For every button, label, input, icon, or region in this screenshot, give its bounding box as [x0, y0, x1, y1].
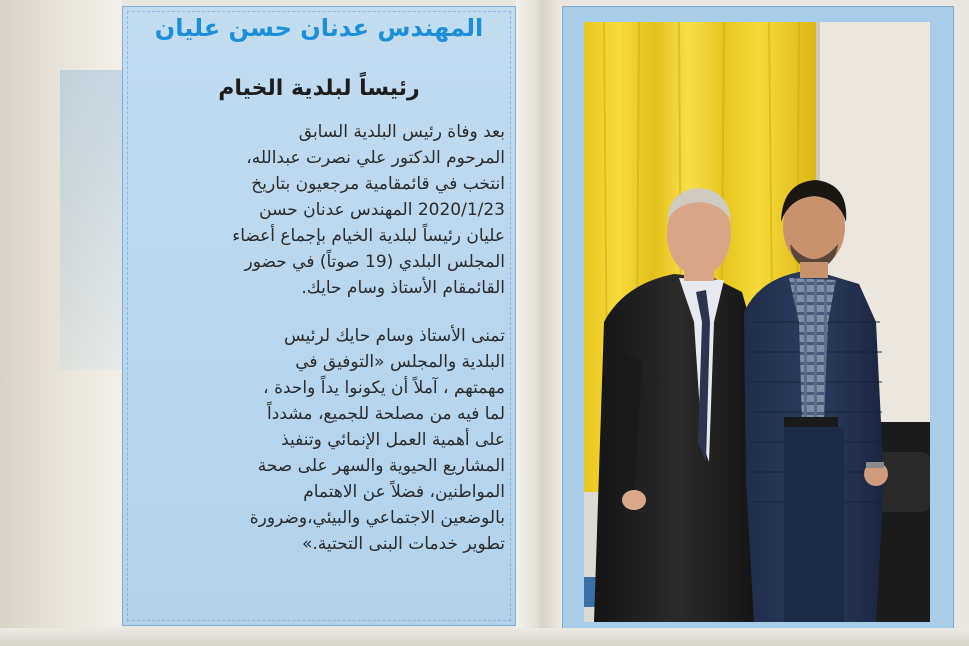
body-line: على أهمية العمل الإنمائي وتنفيذ	[281, 430, 505, 450]
body-line: مهمتهم ، آملاً أن يكونوا يداً واحدة ،	[263, 378, 505, 398]
photo-illustration	[584, 22, 930, 622]
article-box	[122, 6, 516, 626]
article-body	[153, 119, 505, 557]
article-headline: المهندس عدنان حسن عليان	[154, 14, 484, 42]
body-line: 2020/1/23 المهندس عدنان حسن	[259, 200, 505, 220]
body-line: تطوير خدمات البنى التحتية.»	[301, 534, 505, 554]
body-line: المواطنين، فضلاً عن الاهتمام	[303, 482, 505, 502]
page-bottom-edge	[0, 628, 969, 646]
body-line: عليان رئيساً لبلدية الخيام بإجماع أعضاء	[232, 226, 505, 246]
article-subheadline: رئيساً لبلدية الخيام	[218, 76, 420, 101]
article-photo	[584, 22, 930, 622]
body-line: تمنى الأستاذ وسام حايك لرئيس	[283, 326, 505, 346]
paragraph-gap	[153, 301, 505, 323]
body-line: القائمقام الأستاذ وسام حايك.	[301, 278, 505, 298]
body-line: انتخب في قائمقامية مرجعيون بتاريخ	[251, 174, 505, 194]
adjacent-page-edge	[0, 0, 122, 646]
body-line: المرحوم الدكتور علي نصرت عبدالله،	[246, 148, 505, 168]
body-line: بعد وفاة رئيس البلدية السابق	[298, 122, 505, 142]
body-line: لما فيه من مصلحة للجميع، مشدداً	[267, 404, 505, 424]
page-gutter	[516, 0, 562, 646]
body-line: المجلس البلدي (19 صوتاً) في حضور	[244, 252, 505, 272]
body-line: البلدية والمجلس «التوفيق في	[295, 352, 505, 372]
body-line: المشاريع الحيوية والسهر على صحة	[257, 456, 505, 476]
adjacent-page-blue-strip	[60, 70, 122, 370]
body-line: بالوضعين الاجتماعي والبيئي،وضرورة	[249, 508, 505, 528]
